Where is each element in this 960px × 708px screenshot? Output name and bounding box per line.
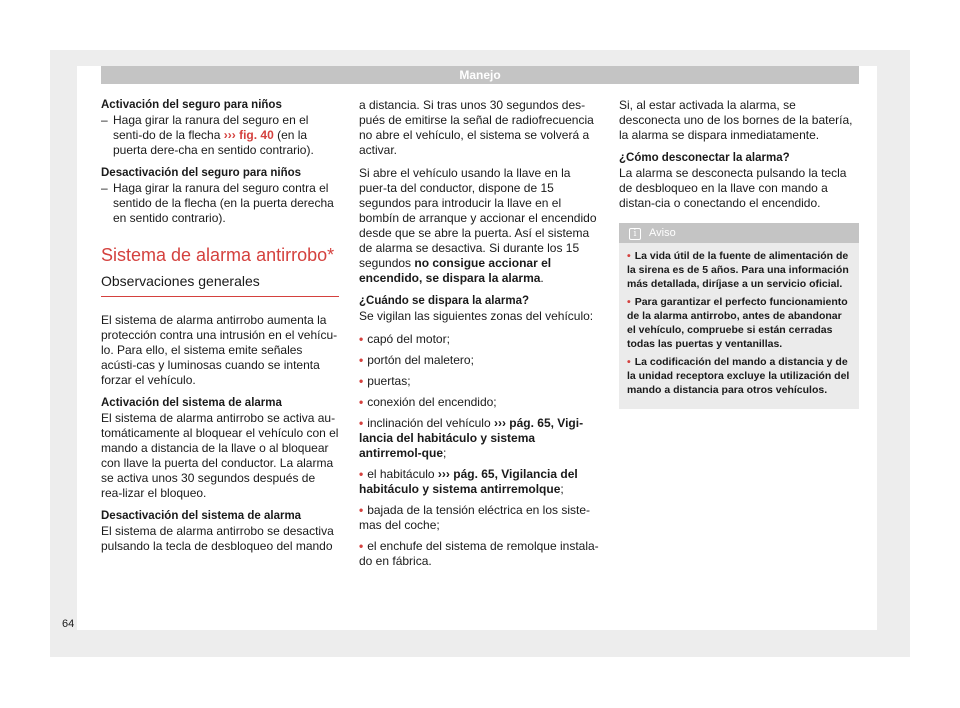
list-item: • bajada de la tensión eléctrica en los siste-mas del coche; [359,503,590,532]
fig-reference-link[interactable]: ››› fig. 40 [223,128,274,142]
section-subtitle: Observaciones generales [101,272,339,297]
info-icon: i [629,228,641,240]
paragraph: Se vigilan las siguientes zonas del vehículo: [359,309,594,323]
heading-when-alarm: ¿Cuándo se dispara la alarma? [359,295,530,307]
instruction-item: – Haga girar la ranura del seguro contra el sentido de la flecha (en la puerta derecha en sentido contrario). [101,181,334,225]
bullet-icon: • [359,395,364,409]
list-item: • el habitáculo ››› pág. 65, Vigilancia del habitáculo y sistema antirremolque; [359,467,578,496]
bullet-icon: • [359,332,364,346]
section-header: Manejo [101,66,859,84]
column-2 [359,98,599,575]
paragraph: El sistema de alarma antirrobo se desactiva pulsando la tecla de desbloqueo del mando [101,524,334,553]
heading-alarm-deactivation: Desactivación del sistema de alarma [101,510,302,522]
heading-alarm-activation: Activación del sistema de alarma [101,397,282,409]
bullet-icon: • [359,353,364,367]
section-title: Sistema de alarma antirrobo* [101,245,335,265]
notice-item: • La codificación del mando a distancia y de la unidad receptora excluye la utilización del mando a distancia para otros vehículos. [627,356,850,396]
heading-child-lock-off: Desactivación del seguro para niños [101,167,302,179]
list-item: • puertas; [359,374,411,388]
bullet-icon: • [627,250,631,262]
page-number: 64 [62,618,75,630]
paragraph: El sistema de alarma antirrobo se activa au-tomáticamente al bloquear el vehículo con el mando a distancia de la llave o al bloquear con llave la puerta del conductor. La alarma se activa unos 30 segundos después de rea-lizar el bloqueo. [101,411,339,500]
bullet-icon: • [359,374,364,388]
paragraph: Si, al estar activada la alarma, se desconecta uno de los bornes de la batería, la alarma se dispara inmediatamente. [619,98,853,142]
paragraph: Si abre el vehículo usando la llave en la puer-ta del conductor, dispone de 15 segundos para introducir la llave en el bombín de arranque y accionar el encendido desde que se abre la puerta. Así el sistema de alarma se desactiva. Si durante los 15 segundos no consigue accionar el encendido, se dispara la alarma. [359,166,597,285]
bullet-icon: • [627,296,631,308]
bullet-icon: • [627,356,631,368]
notice-box [619,223,859,409]
paragraph: La alarma se desconecta pulsando la tecla de desbloqueo en la llave con mando a distan-cia o conectando el encendido. [619,166,847,210]
notice-title: Aviso [649,227,676,239]
bullet-icon: • [359,467,364,481]
bullet-icon: • [359,503,364,517]
notice-item: • Para garantizar el perfecto funcionamiento de la alarma antirrobo, antes de abandonar el vehículo, compruebe si están cerradas todas las puertas y ventanillas. [627,296,848,350]
notice-item: • La vida útil de la fuente de alimentación de la sirena es de 5 años. Para una información más detallada, diríjase a un servicio oficial. [627,250,849,290]
notice-header [619,223,859,243]
notice-body [619,243,859,409]
paragraph: a distancia. Si tras unos 30 segundos des-pués de emitirse la señal de radiofrecuencia no abre el vehículo, el sistema se volverá a activar. [359,98,594,157]
list-item: • el enchufe del sistema de remolque instala-do en fábrica. [359,539,599,568]
heading-disconnect-alarm: ¿Cómo desconectar la alarma? [619,152,790,164]
heading-child-lock-on: Activación del seguro para niños [101,99,282,111]
bullet-icon: • [359,539,364,553]
instruction-item: – Haga girar la ranura del seguro en el senti-do de la flecha ››› fig. 40 (en la puerta dere-cha en sentido contrario). [101,113,314,157]
column-3 [619,98,859,409]
list-item: • capó del motor; [359,332,450,346]
page-reference-link[interactable]: ››› pág. 65, Vigilancia del habitáculo y sistema antirremolque [359,467,578,496]
page-reference-link[interactable]: ››› pág. 65, Vigi-lancia del habitáculo y sistema antirremol-que [359,416,584,460]
bullet-icon: • [359,416,364,430]
list-item: • inclinación del vehículo ››› pág. 65, Vigi-lancia del habitáculo y sistema antirremol-que; [359,416,584,460]
column-1 [101,98,339,562]
paragraph: El sistema de alarma antirrobo aumenta la protección contra una intrusión en el vehícu-lo. Para ello, el sistema emite señales acústi-cas y luminosas cuando se intenta forzar el vehículo. [101,313,338,387]
list-item: • portón del maletero; [359,353,474,367]
list-item: • conexión del encendido; [359,395,497,409]
